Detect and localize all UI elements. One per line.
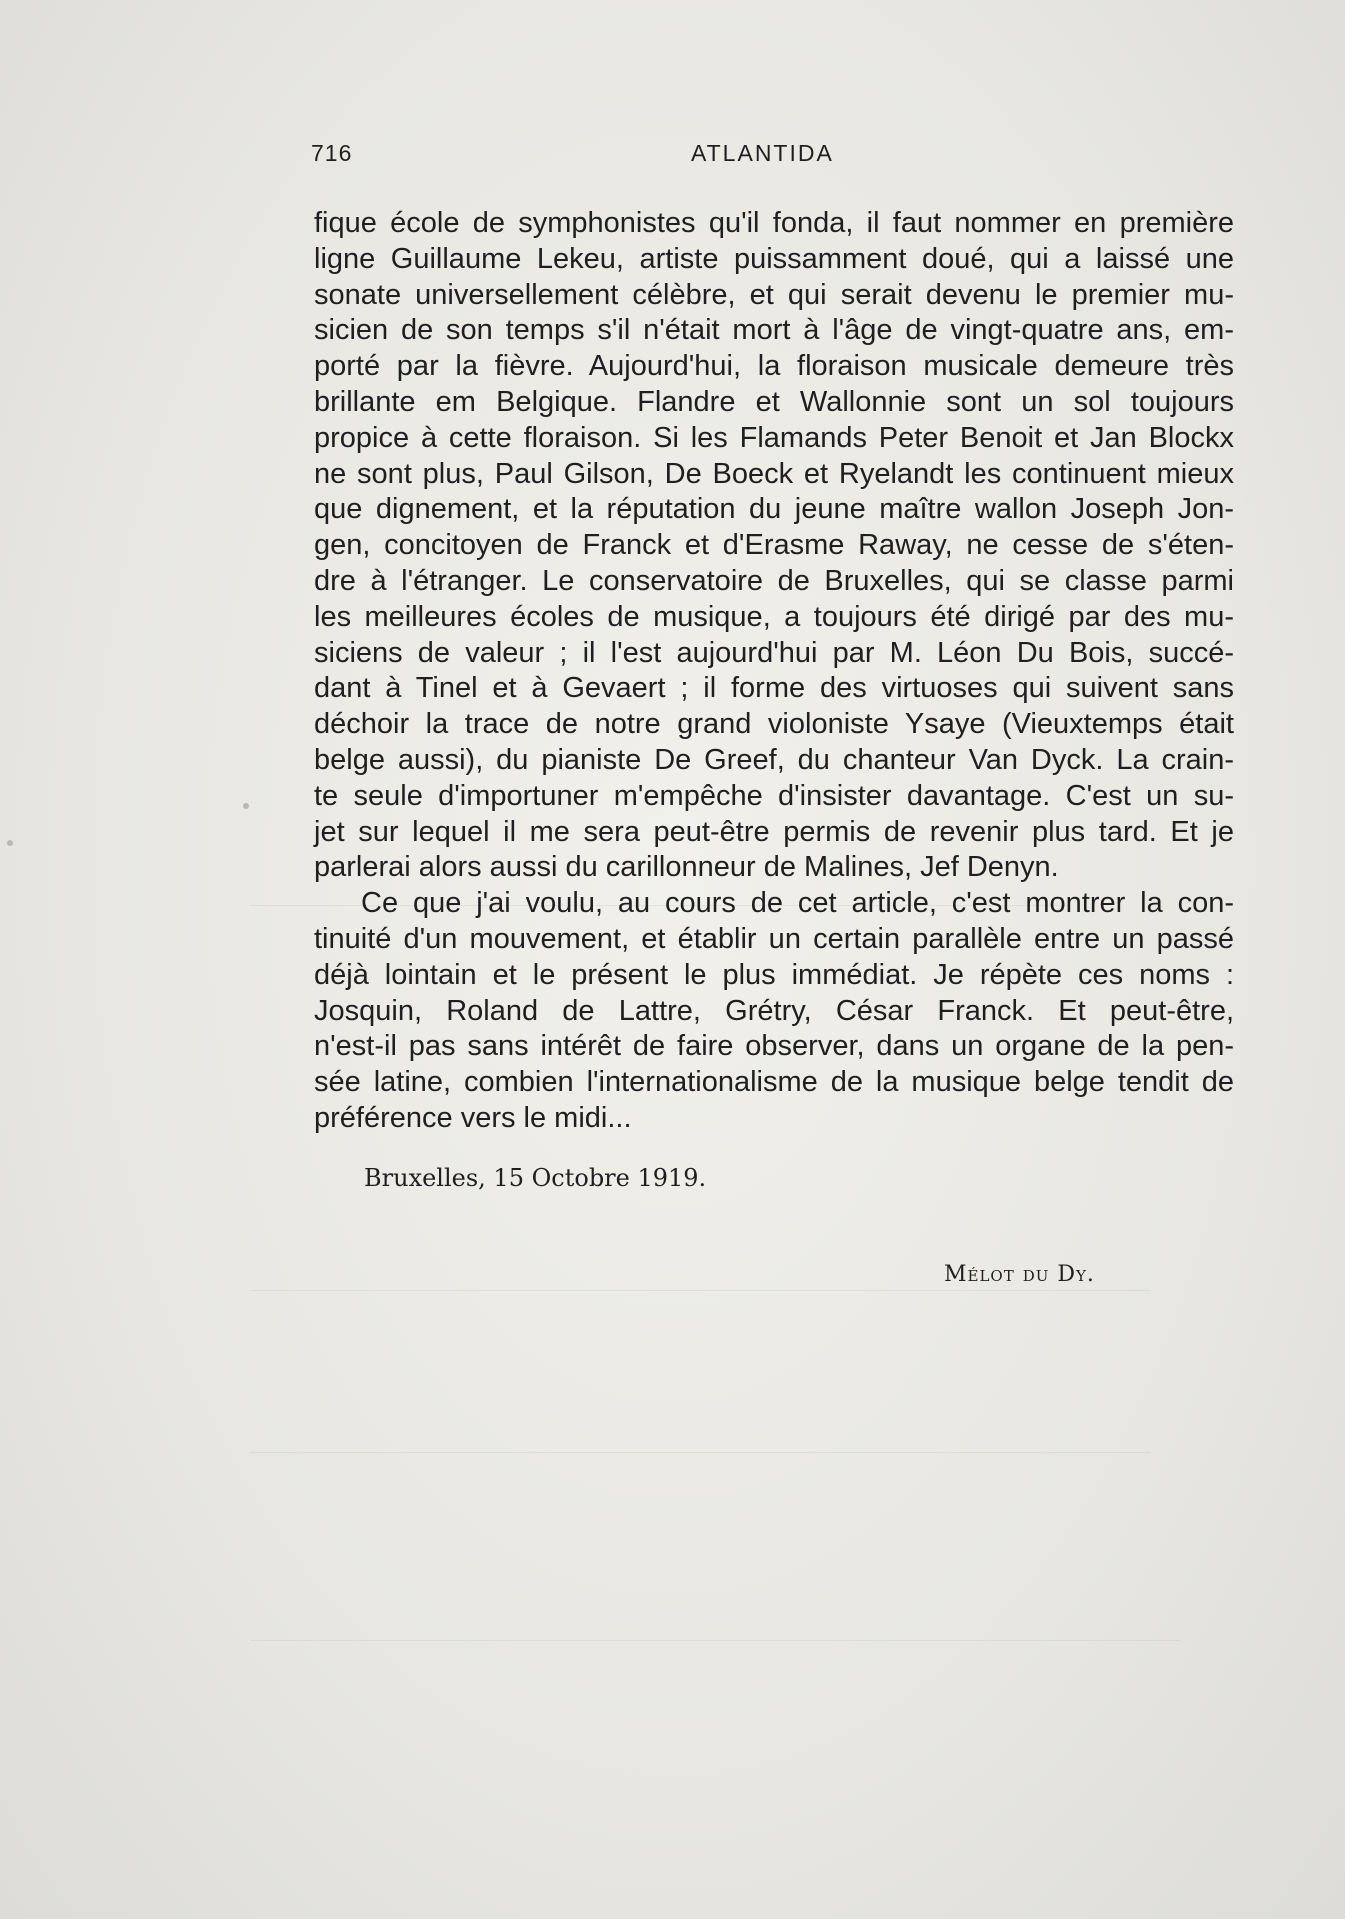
text-line: gen, concitoyen de Franck et d'Erasme Raway, ne cesse de s'éten-	[314, 529, 1234, 562]
text-line: ne sont plus, Paul Gilson, De Boeck et Ryelandt les continuent mieux	[314, 457, 1234, 490]
text-line: ligne Guillaume Lekeu, artiste puissamment doué, qui a laissé une	[314, 242, 1234, 275]
text-line: que dignement, et la réputation du jeune maître wallon Joseph Jon-	[314, 493, 1234, 526]
author-signature: Mélot du Dy.	[944, 1262, 1095, 1287]
text-line: dant à Tinel et à Gevaert ; il forme des virtuoses qui suivent sans	[314, 672, 1234, 705]
text-line: les meilleures écoles de musique, a toujours été dirigé par des mu-	[314, 600, 1234, 633]
text-line: siciens de valeur ; il l'est aujourd'hui par M. Léon Du Bois, succé-	[314, 636, 1234, 669]
text-line: propice à cette floraison. Si les Flamands Peter Benoit et Jan Blockx	[314, 421, 1234, 454]
text-line: fique école de symphonistes qu'il fonda, il faut nommer en première	[314, 207, 1234, 239]
text-line: déchoir la trace de notre grand violoniste Ysaye (Vieuxtemps était	[314, 708, 1234, 741]
paper-speck	[243, 803, 249, 809]
text-line: porté par la fièvre. Aujourd'hui, la floraison musicale demeure très	[314, 350, 1234, 383]
show-through-line	[250, 1640, 1180, 1641]
text-line: brillante em Belgique. Flandre et Wallonnie sont un sol toujours	[314, 385, 1234, 418]
text-line: préférence vers le midi...	[314, 1101, 632, 1134]
text-line: sicien de son temps s'il n'était mort à l'âge de vingt-quatre ans, em-	[314, 314, 1234, 347]
page-number: 716	[311, 140, 353, 166]
body-text	[314, 206, 1234, 1137]
text-line: n'est-il pas sans intérêt de faire observer, dans un organe de la pen-	[314, 1030, 1234, 1063]
running-title: ATLANTIDA	[691, 140, 834, 166]
text-line: te seule d'importuner m'empêche d'insister davantage. C'est un su-	[314, 779, 1234, 812]
text-line: dre à l'étranger. Le conservatoire de Bruxelles, qui se classe parmi	[314, 564, 1234, 597]
text-line: parlerai alors aussi du carillonneur de Malines, Jef Denyn.	[314, 851, 1059, 884]
text-line: Ce que j'ai voulu, au cours de cet article, c'est montrer la con-	[361, 887, 1234, 920]
paper-speck	[7, 840, 13, 846]
show-through-line	[250, 1290, 1150, 1291]
dateline: Bruxelles, 15 Octobre 1919.	[364, 1164, 707, 1192]
text-line: Josquin, Roland de Lattre, Grétry, César Franck. Et peut-être,	[314, 994, 1234, 1027]
text-line: sée latine, combien l'internationalisme de la musique belge tendit de	[314, 1066, 1234, 1099]
text-line: belge aussi), du pianiste De Greef, du chanteur Van Dyck. La crain-	[314, 743, 1234, 776]
text-line: sonate universellement célèbre, et qui serait devenu le premier mu-	[314, 278, 1234, 311]
text-line: jet sur lequel il me sera peut-être permis de revenir plus tard. Et je	[314, 815, 1234, 848]
running-head	[311, 140, 1246, 174]
show-through-line	[250, 1452, 1150, 1453]
text-line: déjà lointain et le présent le plus immédiat. Je répète ces noms :	[314, 958, 1234, 991]
text-line: tinuité d'un mouvement, et établir un certain parallèle entre un passé	[314, 922, 1234, 955]
